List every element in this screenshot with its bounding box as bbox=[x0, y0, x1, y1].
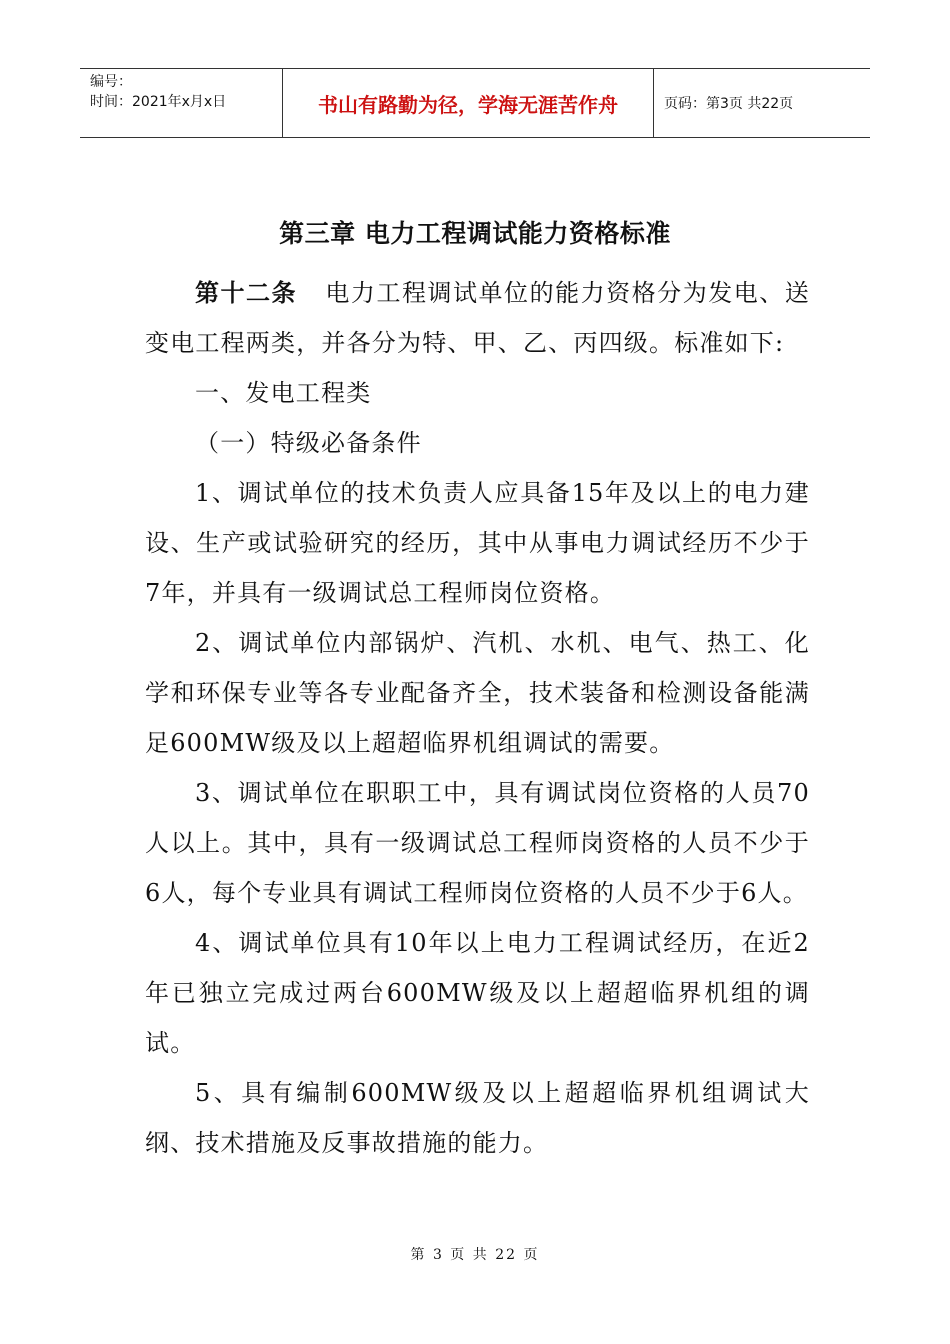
header-motto: 书山有路勤为径，学海无涯苦作舟 bbox=[283, 69, 654, 137]
condition-item-5: 5、具有编制600MW级及以上超超临界机组调试大纲、技术措施及反事故措施的能力。 bbox=[145, 1079, 810, 1157]
document-time-label: 时间：2021年x月x日 bbox=[90, 94, 227, 110]
header-page-label: 页码：第3页 共22页 bbox=[664, 96, 794, 112]
article-text: 电力工程调试单位的能力资格分为发电、送变电工程两类，并各分为特、甲、乙、丙四级。标准如下: bbox=[145, 279, 810, 357]
document-header bbox=[80, 68, 870, 138]
condition-item-1: 1、调试单位的技术负责人应具备15年及以上的电力建设、生产或试验研究的经历，其中从事电力调试经历不少于7年，并具有一级调试总工程师岗位资格。 bbox=[145, 479, 810, 607]
header-meta-cell bbox=[80, 69, 283, 137]
document-body bbox=[145, 268, 810, 1168]
condition-item-3: 3、调试单位在职职工中，具有调试岗位资格的人员70人以上。其中，具有一级调试总工程师岗资格的人员不少于6人，每个专业具有调试工程师岗位资格的人员不少于6人。 bbox=[145, 779, 810, 907]
condition-item-2: 2、调试单位内部锅炉、汽机、水机、电气、热工、化学和环保专业等各专业配备齐全，技术装备和检测设备能满足600MW级及以上超超临界机组调试的需要。 bbox=[145, 629, 810, 757]
article-label: 第十二条 bbox=[195, 279, 298, 307]
document-number-label: 编号： bbox=[90, 74, 132, 90]
condition-item-4: 4、调试单位具有10年以上电力工程调试经历，在近2年已独立完成过两台600MW级及以上超超临界机组的调试。 bbox=[145, 929, 810, 1057]
section-heading: 一、发电工程类 bbox=[195, 379, 372, 407]
page-footer: 第 3 页 共 22 页 bbox=[410, 1247, 540, 1263]
chapter-title: 第三章 电力工程调试能力资格标准 bbox=[279, 219, 671, 248]
article-paragraph bbox=[145, 268, 810, 368]
subsection-heading: （一）特级必备条件 bbox=[195, 429, 422, 457]
